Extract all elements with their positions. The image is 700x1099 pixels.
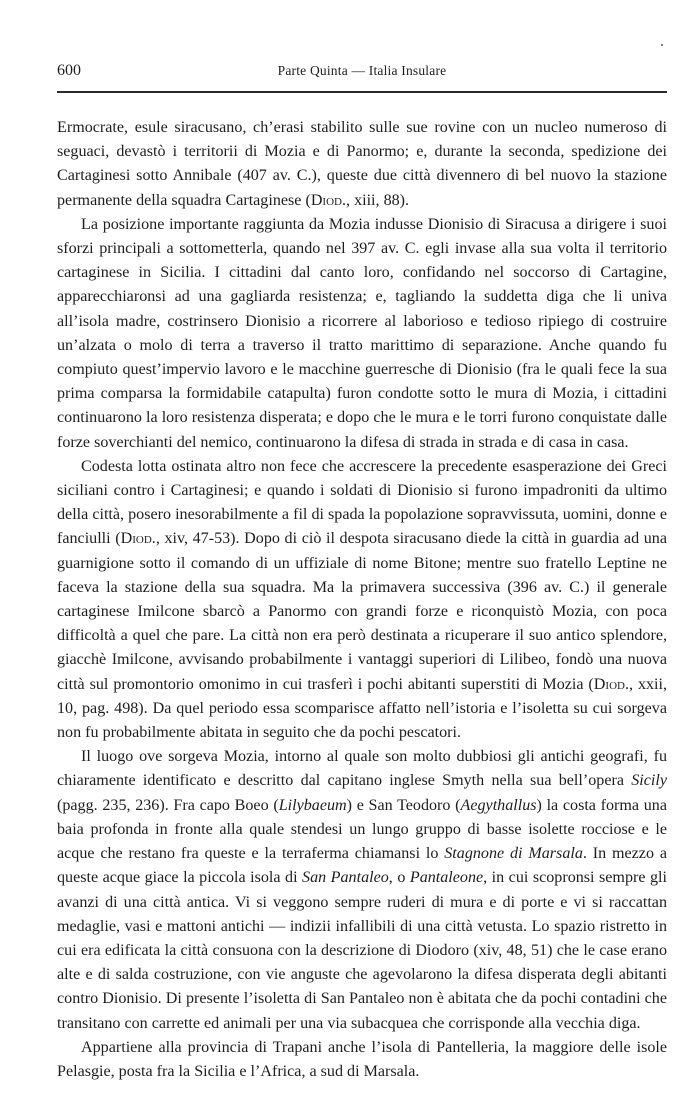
text-span: Appartiene alla provincia di Trapani anche l’isola di Pantelleria, la maggiore delle isole Pelasgie, posta fra la Sicilia e l’Africa, a sud di Marsala. [57, 1038, 667, 1080]
text-span: Codesta lotta ostinata altro non fece che accrescere la precedente esasperazione dei Greci siciliani contro i Cartaginesi; e quando i soldati di Dionisio si furono impadroniti da ultimo della città, posero inesorabilmente a fil di spada la popolazione sopravvissuta, uomini, donne e fanciulli ( [57, 457, 667, 548]
paragraph-4 [57, 745, 667, 1035]
paragraph-1 [57, 116, 667, 213]
italic-place-name: Lilybaeum [278, 796, 347, 814]
text-span: (pagg. 235, 236). Fra capo Boeo ( [57, 796, 279, 814]
text-span: La posizione importante raggiunta da Mozia indusse Dionisio di Siracusa a dirigere i suoi sforzi principali a sottometterla, quando nel 397 av. C. egli invase alla sua volta il territorio cartaginese in Sicilia. I cittadini dal canto loro, confidando nel soccorso di Cartagine, apparecchiaronsi ad una gagliarda resistenza; e, tagliando la suddetta diga che li univa all’isola madre, costrinsero Dionisio a ricorrere al laborioso e tedioso ripiego di costruire un’alzata o molo di terra a traverso il tratto marittimo di separazione. Anche quando fu compiuto quest’impervio lavoro e le macchine guerresche di Dionisio (fra le quali fece la sua prima comparsa la formidabile catapulta) furon condotte sotto le mura di Mozia, i cittadini continuarono la loro resistenza disperata; e dopo che le mura e le torri furono conquistate dalle forze soverchianti del nemico, continuarono la difesa di strada in strada e di casa in casa. [57, 215, 667, 451]
italic-place-name: Pantaleone [409, 869, 484, 887]
running-header [57, 56, 667, 82]
text-span: , xiv, 47-53). Dopo di ciò il despota siracusano diede la città in guardia ad una guarnigione sotto il comando di un uffiziale di nome Bitone; mentre suo fratello Leptine ne faceva la stazione della sua squadra. Ma la primavera successiva (396 av. C.) il generale cartaginese Imilcone sbarcò a Panormo con grandi forze e riconquistò Mozia, con poca difficoltà a quel che pare. La città non era però destinata a ricuperare il suo antico splendore, giacchè Imilcone, avvisando probabilmente i vantaggi superiori di Lilibeo, fondò una nuova città sul promontorio omonimo in cui trasferì i pochi abitanti superstiti di Mozia ( [57, 530, 667, 693]
text-span: Il luogo ove sorgeva Mozia, intorno al quale son molto dubbiosi gli antichi geografi, fu chiaramente identificato e descritto dal capitano inglese Smyth nella sua bell’opera [57, 748, 667, 790]
italic-place-name: Aegythallus [460, 796, 537, 814]
paper-speck [661, 44, 663, 46]
paragraph-5 [57, 1036, 667, 1084]
text-span: , o [388, 869, 410, 887]
italic-title: Sicily [631, 772, 667, 790]
text-span: . In mezzo a queste acque giace la piccola isola di [57, 845, 667, 887]
citation-author: Diod. [593, 675, 629, 693]
text-span: , xiii, 88). [346, 191, 410, 209]
paragraph-2 [57, 213, 667, 455]
italic-place-name: Stagnone di Marsala [444, 845, 583, 863]
body-text [57, 116, 667, 1084]
text-span: Ermocrate, esule siracusano, ch’erasi stabilito sulle sue rovine con un nucleo numeroso di seguaci, devastò i territorii di Mozia e di Panormo; e, durante la seconda, spedizione dei Cartaginesi sotto Annibale (407 av. C.), queste due città divennero di bel nuovo la stazione permanente della squadra Cartaginese ( [57, 119, 667, 209]
text-span: , xxii, 10, pag. 498). Da quel periodo essa scomparisce affatto nell’istoria e l’isoletta su cui sorgeva non fu probabilmente abitata in seguito che da pochi pescatori. [57, 675, 667, 742]
paragraph-3 [57, 455, 667, 745]
header-rule [57, 91, 667, 93]
text-span: ) e San Teodoro ( [346, 796, 461, 814]
citation-author: Diod. [120, 530, 156, 548]
running-title: Parte Quinta — Italia Insulare [277, 63, 447, 78]
document-page [57, 56, 667, 1080]
page-number: 600 [57, 62, 81, 79]
text-span: , in cui scopronsi sempre gli avanzi di una città antica. Vi si veggono sempre ruderi di mura e di porte e vi si raccattan medaglie, vasi e mattoni antichi — indizii infallibili di una città vetusta. Lo spazio ristretto in cui era edificata la città consuona con la descrizione di Diodoro (xiv, 48, 51) che le case erano alte e di salda costruzione, con vie anguste che agevolarono la difesa disperata degli abitanti contro Dionisio. Di presente l’isoletta di San Pantaleo non è abitata che da pochi contadini che transitano con carrette ed animali per una via subacquea che corrisponde alla vecchia diga. [57, 869, 667, 1032]
citation-author: Diod. [310, 191, 347, 209]
italic-place-name: San Pantaleo [302, 869, 389, 887]
text-span: ) la costa forma una baia profonda in fronte alla quale stendesi un lungo gruppo di basse isolette rocciose e le acque che restano fra queste e la terraferma chiamansi lo [57, 796, 667, 863]
